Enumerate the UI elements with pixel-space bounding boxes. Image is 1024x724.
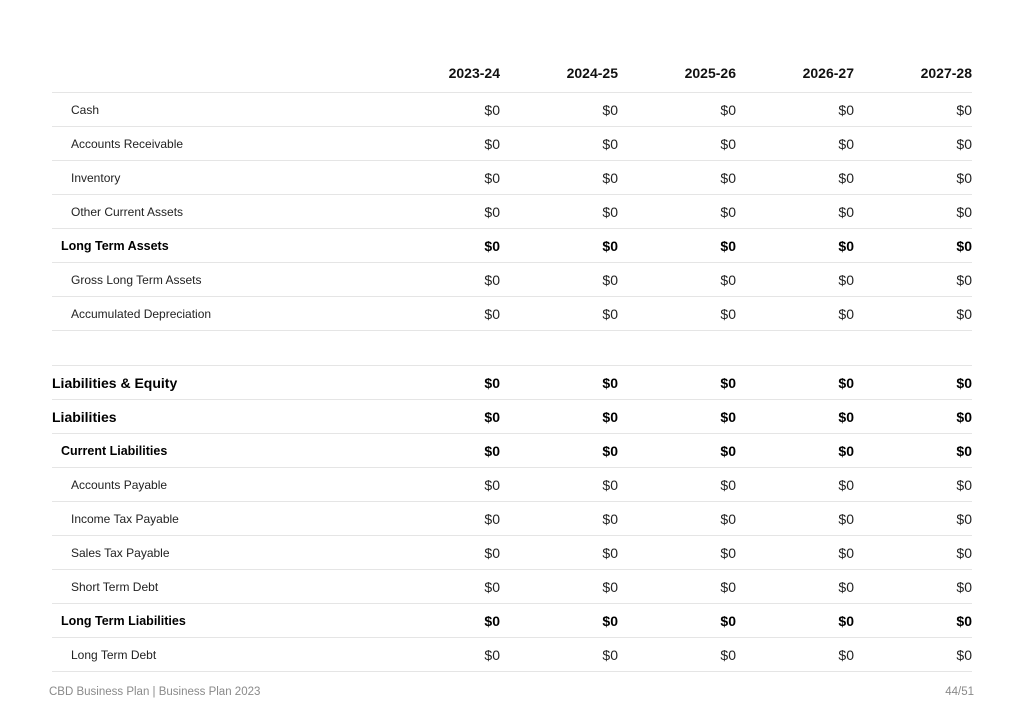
value-cell: $0 [736, 229, 854, 263]
value-cell: $0 [736, 400, 854, 434]
table-row [52, 604, 972, 638]
value-cell: $0 [736, 127, 854, 161]
value-cell: $0 [854, 229, 972, 263]
column-header: 2027-28 [854, 54, 972, 93]
value-cell: $0 [618, 502, 736, 536]
page-number: 44/51 [945, 686, 974, 698]
value-cell: $0 [500, 468, 618, 502]
value-cell: $0 [500, 502, 618, 536]
value-cell: $0 [618, 93, 736, 127]
value-cell: $0 [500, 366, 618, 400]
value-cell: $0 [500, 400, 618, 434]
table-row [52, 570, 972, 604]
value-cell [500, 331, 618, 366]
value-cell: $0 [854, 127, 972, 161]
value-cell: $0 [854, 434, 972, 468]
table-row [52, 366, 972, 400]
value-cell [382, 331, 500, 366]
value-cell: $0 [500, 195, 618, 229]
value-cell: $0 [736, 570, 854, 604]
value-cell: $0 [382, 468, 500, 502]
value-cell: $0 [618, 195, 736, 229]
balance-sheet-table [52, 54, 972, 672]
value-cell: $0 [382, 434, 500, 468]
row-label: Long Term Assets [52, 229, 382, 263]
value-cell: $0 [854, 400, 972, 434]
value-cell: $0 [500, 161, 618, 195]
value-cell: $0 [618, 263, 736, 297]
value-cell: $0 [854, 570, 972, 604]
value-cell: $0 [736, 604, 854, 638]
value-cell: $0 [854, 297, 972, 331]
value-cell: $0 [382, 127, 500, 161]
value-cell: $0 [618, 229, 736, 263]
column-header: 2023-24 [382, 54, 500, 93]
value-cell: $0 [618, 127, 736, 161]
value-cell: $0 [854, 161, 972, 195]
value-cell: $0 [736, 366, 854, 400]
value-cell: $0 [382, 161, 500, 195]
column-header: 2026-27 [736, 54, 854, 93]
table-row [52, 400, 972, 434]
table-row [52, 161, 972, 195]
row-label: Liabilities [52, 400, 382, 434]
value-cell: $0 [382, 502, 500, 536]
value-cell: $0 [854, 93, 972, 127]
table-row [52, 468, 972, 502]
value-cell [854, 331, 972, 366]
value-cell: $0 [500, 638, 618, 672]
value-cell: $0 [854, 468, 972, 502]
table-row [52, 434, 972, 468]
table-row [52, 229, 972, 263]
row-label: Accounts Payable [52, 468, 382, 502]
value-cell: $0 [500, 536, 618, 570]
value-cell: $0 [500, 434, 618, 468]
row-label: Long Term Debt [52, 638, 382, 672]
value-cell: $0 [736, 638, 854, 672]
row-label: Gross Long Term Assets [52, 263, 382, 297]
value-cell: $0 [736, 161, 854, 195]
value-cell: $0 [854, 502, 972, 536]
value-cell: $0 [854, 366, 972, 400]
value-cell: $0 [618, 161, 736, 195]
row-label: Other Current Assets [52, 195, 382, 229]
table-row [52, 263, 972, 297]
value-cell: $0 [736, 93, 854, 127]
value-cell: $0 [382, 195, 500, 229]
value-cell: $0 [854, 638, 972, 672]
value-cell: $0 [500, 229, 618, 263]
value-cell: $0 [736, 434, 854, 468]
value-cell: $0 [618, 297, 736, 331]
value-cell: $0 [618, 638, 736, 672]
table-row [52, 536, 972, 570]
value-cell: $0 [736, 502, 854, 536]
table-header-row [52, 54, 972, 93]
value-cell: $0 [382, 570, 500, 604]
value-cell: $0 [618, 366, 736, 400]
value-cell: $0 [854, 604, 972, 638]
value-cell: $0 [500, 297, 618, 331]
row-label: Liabilities & Equity [52, 366, 382, 400]
row-label: Sales Tax Payable [52, 536, 382, 570]
value-cell [736, 331, 854, 366]
row-label: Long Term Liabilities [52, 604, 382, 638]
row-label [52, 331, 382, 366]
table-row [52, 297, 972, 331]
table-row [52, 502, 972, 536]
value-cell: $0 [500, 127, 618, 161]
header-label-cell [52, 54, 382, 93]
value-cell: $0 [618, 604, 736, 638]
row-label: Cash [52, 93, 382, 127]
value-cell [618, 331, 736, 366]
value-cell: $0 [382, 263, 500, 297]
value-cell: $0 [854, 263, 972, 297]
value-cell: $0 [382, 366, 500, 400]
value-cell: $0 [736, 468, 854, 502]
value-cell: $0 [382, 536, 500, 570]
value-cell: $0 [500, 604, 618, 638]
value-cell: $0 [382, 638, 500, 672]
table-body [52, 93, 972, 672]
value-cell: $0 [382, 93, 500, 127]
value-cell: $0 [854, 536, 972, 570]
table-row [52, 195, 972, 229]
value-cell: $0 [500, 93, 618, 127]
value-cell: $0 [736, 536, 854, 570]
value-cell: $0 [736, 263, 854, 297]
value-cell: $0 [618, 400, 736, 434]
row-label: Accounts Receivable [52, 127, 382, 161]
value-cell: $0 [382, 604, 500, 638]
column-header: 2024-25 [500, 54, 618, 93]
value-cell: $0 [500, 263, 618, 297]
value-cell: $0 [382, 297, 500, 331]
column-header: 2025-26 [618, 54, 736, 93]
value-cell: $0 [736, 297, 854, 331]
value-cell: $0 [854, 195, 972, 229]
row-label: Short Term Debt [52, 570, 382, 604]
row-label: Current Liabilities [52, 434, 382, 468]
footer-title: CBD Business Plan | Business Plan 2023 [49, 686, 261, 698]
value-cell: $0 [382, 229, 500, 263]
table-row [52, 93, 972, 127]
row-label: Inventory [52, 161, 382, 195]
value-cell: $0 [618, 434, 736, 468]
spacer-row [52, 331, 972, 366]
value-cell: $0 [618, 536, 736, 570]
value-cell: $0 [736, 195, 854, 229]
value-cell: $0 [618, 570, 736, 604]
value-cell: $0 [618, 468, 736, 502]
value-cell: $0 [500, 570, 618, 604]
table-row [52, 638, 972, 672]
table-row [52, 127, 972, 161]
row-label: Accumulated Depreciation [52, 297, 382, 331]
value-cell: $0 [382, 400, 500, 434]
row-label: Income Tax Payable [52, 502, 382, 536]
